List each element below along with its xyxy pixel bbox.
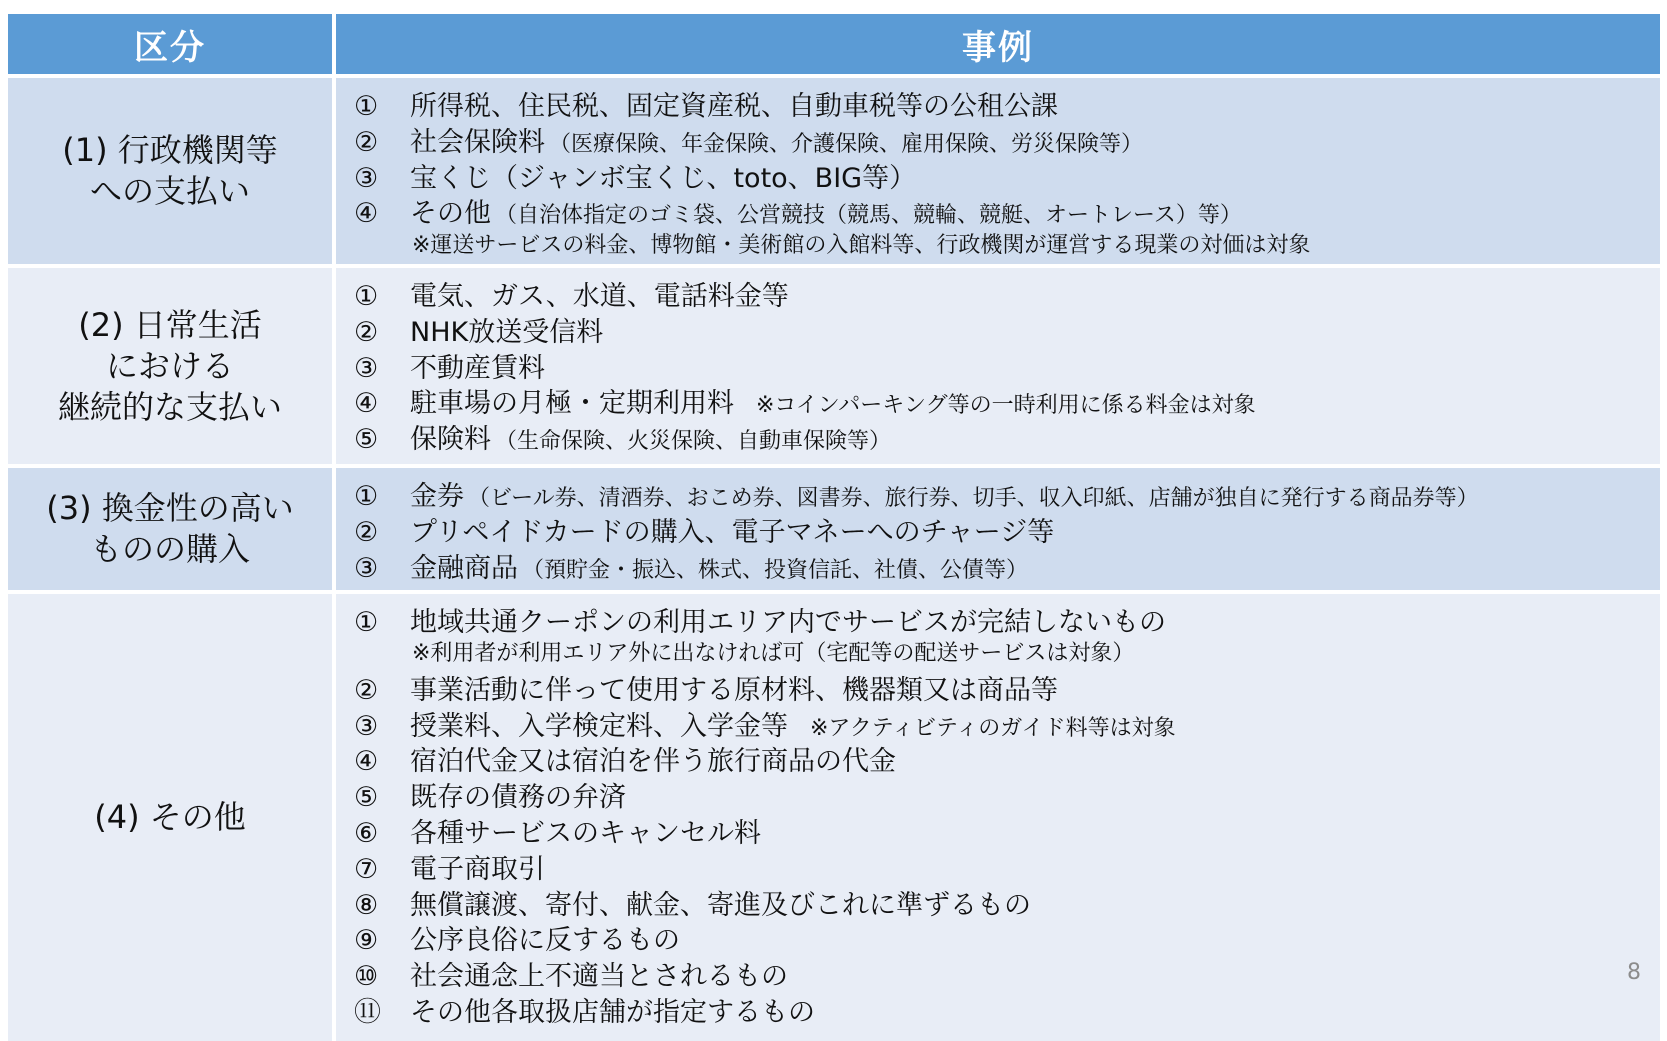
- list-item: [354, 84, 1660, 120]
- item-detail: （自治体指定のゴミ袋、公営競技（競馬、競輪、競艇、オートレース）等）: [495, 203, 1242, 229]
- list-item: [354, 346, 1660, 382]
- list-item: [354, 156, 1660, 192]
- examples-cell-3: [336, 468, 1660, 590]
- examples-cell-1: [336, 78, 1660, 264]
- category-cell-1: (1) 行政機関等 への支払い: [8, 78, 332, 264]
- item-text: 各種サービスのキャンセル料: [410, 817, 761, 849]
- list-item: [354, 918, 1660, 957]
- list-item: [354, 474, 1660, 510]
- category-cell-4: (4) その他: [8, 594, 332, 1041]
- item-text: 宝くじ（ジャンボ宝くじ、toto、BIG等）: [410, 162, 917, 194]
- item-text: 保険料: [410, 424, 491, 456]
- item-detail: （ビール券、清酒券、おこめ券、図書券、旅行券、切手、収入印紙、店舗が独自に発行する商品券等）: [468, 486, 1479, 511]
- list-item: [354, 811, 1660, 847]
- item-text: 金券: [410, 481, 464, 512]
- item-number: ⑦: [354, 853, 379, 885]
- list-item: [354, 274, 1660, 310]
- category-cell-3: (3) 換金性の高い ものの購入: [8, 468, 332, 590]
- item-detail: （医療保険、年金保険、介護保険、雇用保険、労災保険等）: [549, 131, 1144, 157]
- item-number: ①: [354, 607, 379, 638]
- item-text: NHK放送受信料: [410, 316, 604, 348]
- item-number: ②: [354, 674, 379, 706]
- exclusion-table: [8, 14, 1656, 1041]
- item-number: ④: [354, 388, 379, 420]
- list-item: [354, 381, 1660, 420]
- item-number: ⑤: [354, 782, 379, 814]
- list-item: [354, 990, 1660, 1026]
- item-text: 宿泊代金又は宿泊を伴う旅行商品の代金: [410, 746, 896, 778]
- list-item: [354, 310, 1660, 346]
- item-text: その他: [410, 198, 491, 230]
- row-note: ※運送サービスの料金、博物館・美術館の入館料等、行政機関が運営する現業の対価は対象: [412, 232, 1311, 258]
- item-number: ⑤: [354, 424, 379, 456]
- list-item: [354, 847, 1660, 883]
- list-item: [354, 739, 1660, 778]
- item-text: 駐車場の月極・定期利用料: [410, 388, 734, 420]
- list-item: [354, 546, 1660, 582]
- list-item: [354, 417, 1660, 456]
- item-number: ③: [354, 552, 379, 584]
- item-text: 公序良俗に反するもの: [410, 925, 680, 957]
- item-number: ②: [354, 516, 379, 548]
- item-number: ⑥: [354, 817, 379, 849]
- examples-cell-2: [336, 268, 1660, 464]
- item-number: ①: [354, 281, 379, 312]
- item-number: ⑩: [354, 961, 379, 993]
- item-text: 社会通念上不適当とされるもの: [410, 961, 788, 993]
- item-text: 電子商取引: [410, 853, 545, 885]
- item-number: ③: [354, 352, 379, 384]
- item-text: 社会保険料: [410, 126, 545, 158]
- list-item: [354, 510, 1660, 546]
- item-detail: （生命保険、火災保険、自動車保険等）: [495, 429, 892, 455]
- item-number: ⑨: [354, 925, 379, 957]
- item-text: 授業料、入学検定料、入学金等: [410, 710, 788, 742]
- item-number: ②: [354, 126, 379, 158]
- item-number: ②: [354, 316, 379, 348]
- header-examples: 事例: [336, 14, 1660, 74]
- item-number: ①: [354, 91, 379, 122]
- item-detail: （預貯金・振込、株式、投資信託、社債、公債等）: [522, 557, 1029, 583]
- row-note: ※利用者が利用エリア外に出なければ可（宅配等の配送サービスは対象）: [412, 641, 1135, 667]
- item-number: ③: [354, 710, 379, 742]
- list-item: [354, 704, 1660, 740]
- item-number: ④: [354, 198, 379, 230]
- item-number: ①: [354, 481, 379, 512]
- list-item: [354, 883, 1660, 919]
- item-text: 所得税、住民税、固定資産税、自動車税等の公租公課: [410, 91, 1058, 122]
- item-text: 事業活動に伴って使用する原材料、機器類又は商品等: [410, 674, 1058, 706]
- item-text: プリペイドカードの購入、電子マネーへのチャージ等: [410, 516, 1055, 548]
- item-number: ④: [354, 746, 379, 778]
- item-note: ※コインパーキング等の一時利用に係る料金は対象: [756, 393, 1256, 419]
- category-cell-2: (2) 日常生活 における 継続的な支払い: [8, 268, 332, 464]
- item-text: 無償譲渡、寄付、献金、寄進及びこれに準ずるもの: [410, 889, 1031, 921]
- header-category: 区分: [8, 14, 332, 74]
- item-number: ⑪: [354, 996, 381, 1028]
- item-note: ※アクティビティのガイド料等は対象: [810, 715, 1176, 741]
- list-item: [354, 120, 1660, 156]
- item-number: ⑧: [354, 889, 379, 921]
- item-text: その他各取扱店舗が指定するもの: [410, 996, 815, 1028]
- list-item: [354, 668, 1660, 704]
- item-text: 既存の債務の弁済: [410, 782, 626, 814]
- list-item: [354, 191, 1660, 230]
- item-text: 金融商品: [410, 552, 518, 584]
- item-number: ③: [354, 162, 379, 194]
- list-item: [354, 775, 1660, 814]
- list-item: [354, 600, 1660, 636]
- list-item: [354, 954, 1660, 993]
- item-text: 地域共通クーポンの利用エリア内でサービスが完結しないもの: [410, 607, 1166, 638]
- item-text: 電気、ガス、水道、電話料金等: [410, 281, 789, 312]
- page-number: 8: [1627, 960, 1641, 985]
- examples-cell-4: [336, 594, 1660, 1041]
- item-text: 不動産賃料: [410, 352, 545, 384]
